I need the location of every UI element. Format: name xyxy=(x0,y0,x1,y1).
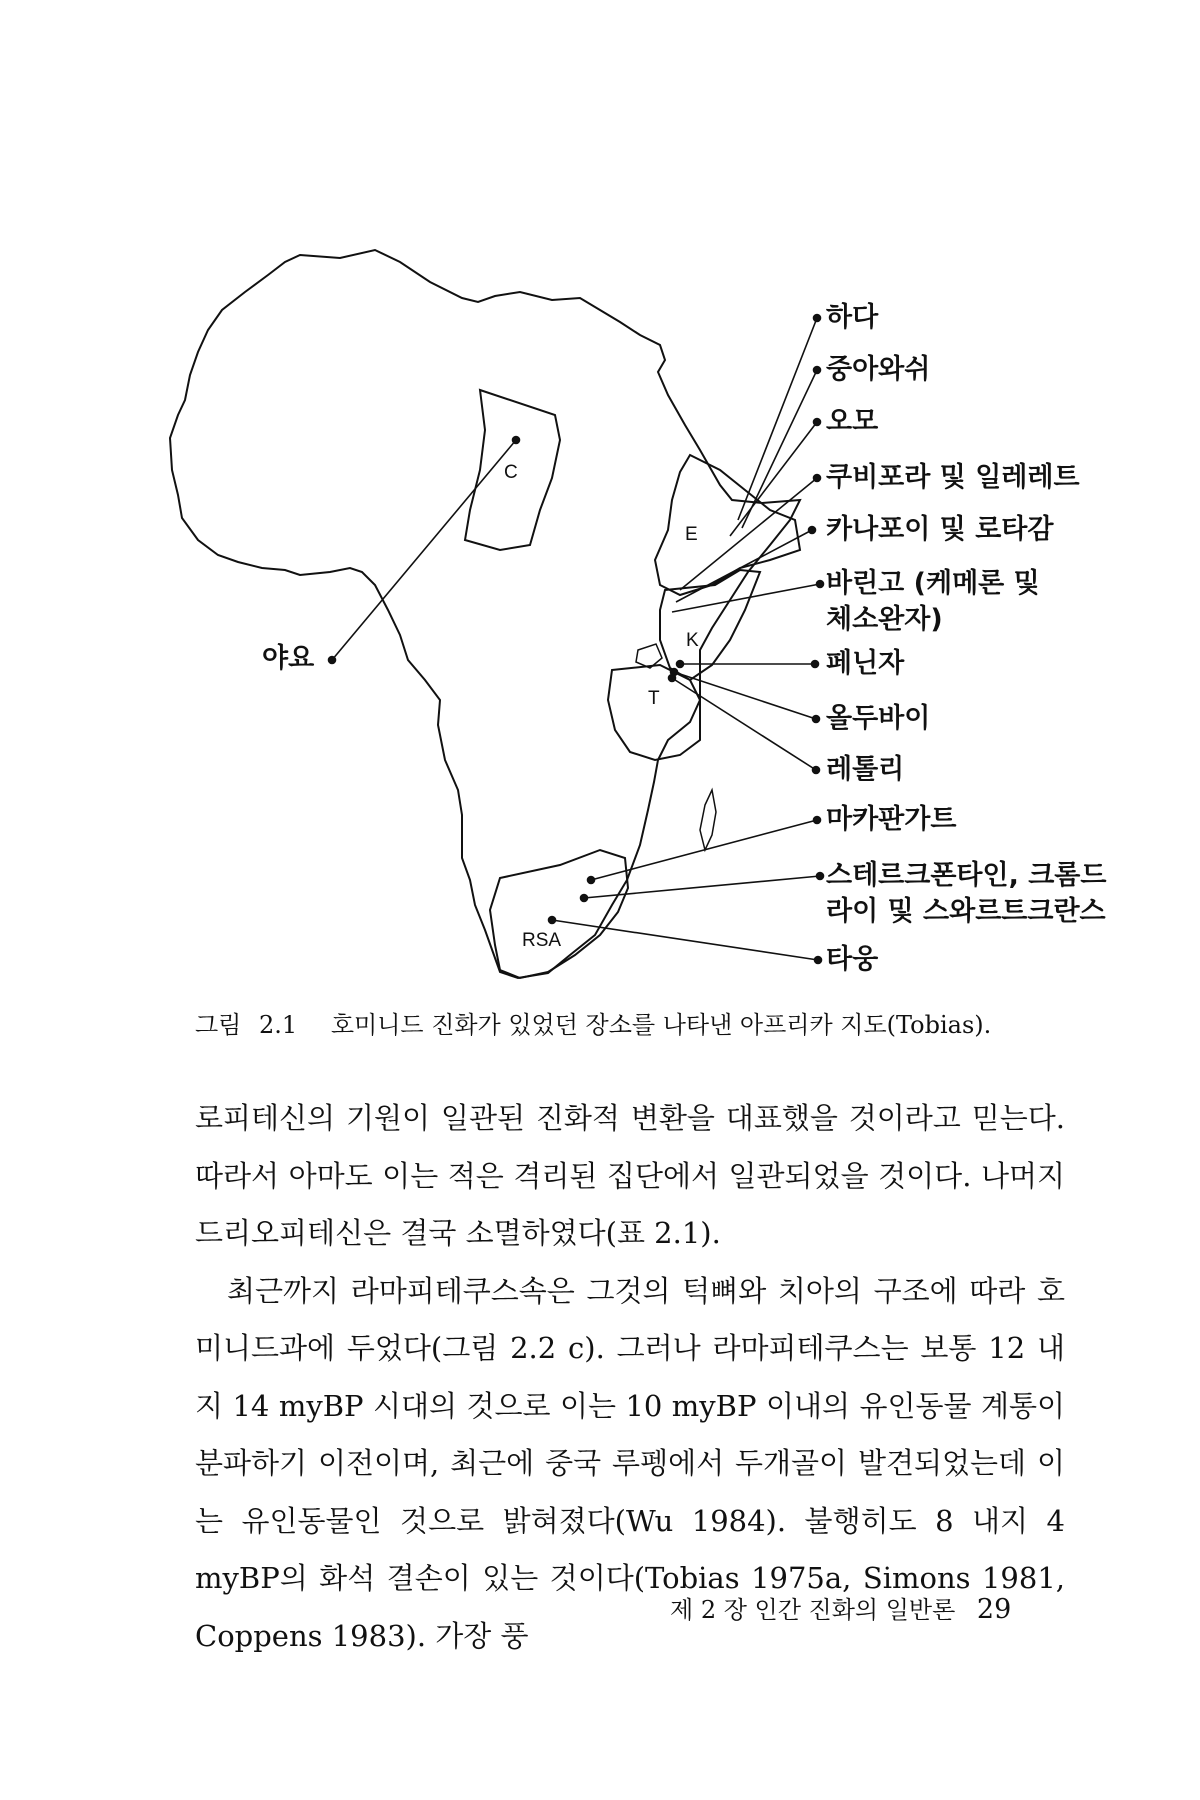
region-tanzania xyxy=(608,665,700,760)
leader-line xyxy=(552,920,818,960)
caption-text: 호미니드 진화가 있었던 장소를 나타낸 아프리카 지도(Tobias). xyxy=(330,1011,992,1039)
site-dot xyxy=(817,581,824,588)
site-dot xyxy=(813,767,820,774)
leader-lines xyxy=(329,315,824,964)
site-dot xyxy=(814,315,821,322)
region-label-c: C xyxy=(504,462,518,483)
site-dot xyxy=(814,817,821,824)
site-dot xyxy=(817,873,824,880)
paragraph: 로피테신의 기원이 일관된 진화적 변환을 대표했을 것이라고 믿는다. 따라서 아마도 이는 적은 격리된 집단에서 일관되었을 것이다. 나머지 드리오피테신은 결국 소멸하였다(표 2.1). xyxy=(195,1101,1065,1250)
page-number: 29 xyxy=(976,1594,1012,1625)
region-label-e: E xyxy=(685,524,698,545)
region-label-k: K xyxy=(686,630,699,651)
site-dot xyxy=(809,527,816,534)
site-dot xyxy=(812,661,819,668)
body-text xyxy=(195,1090,1065,1665)
site-label-middle-awash: 중아와쉬 xyxy=(826,354,931,385)
figure-caption xyxy=(195,1005,1095,1040)
leader-line xyxy=(730,422,817,536)
chapter-title: 제 2 장 인간 진화의 일반론 xyxy=(670,1596,956,1624)
leader-line xyxy=(672,678,816,770)
site-dot xyxy=(677,661,684,668)
region-label-rsa: RSA xyxy=(522,930,562,951)
madagascar-outline xyxy=(700,790,716,850)
caption-number: 2.1 xyxy=(259,1011,298,1039)
site-label-sterkfontein: 스테르크폰타인, 크롬드 xyxy=(826,860,1107,891)
leader-line xyxy=(591,820,817,880)
africa-outline xyxy=(170,250,800,978)
site-label-yayo: 야요 xyxy=(262,643,315,674)
site-label-hadar: 하다 xyxy=(826,302,879,333)
leader-line xyxy=(584,876,820,898)
caption-label: 그림 xyxy=(195,1011,242,1039)
site-label-koobi-fora: 쿠비포라 및 일레레트 xyxy=(826,462,1080,493)
site-label-taung: 타웅 xyxy=(826,944,879,975)
site-dot xyxy=(669,675,676,682)
site-dot xyxy=(814,475,821,482)
region-label-t: T xyxy=(648,688,660,709)
site-label-kanapoi: 카나포이 및 로타감 xyxy=(826,514,1054,545)
site-label-makapansgat: 마카판가트 xyxy=(826,804,957,835)
site-dot xyxy=(588,877,595,884)
site-label-baringo-cont: 체소완자) xyxy=(826,604,943,635)
site-dot xyxy=(329,657,336,664)
site-label-peninj: 페닌자 xyxy=(826,648,905,679)
site-label-omo: 오모 xyxy=(826,406,879,437)
leader-line xyxy=(738,318,817,520)
site-dot xyxy=(513,437,520,444)
site-dot xyxy=(814,419,821,426)
site-label-olduvai: 올두바이 xyxy=(826,703,931,734)
site-dot xyxy=(814,367,821,374)
leader-line xyxy=(332,440,516,660)
site-label-baringo: 바린고 (케메론 및 xyxy=(826,568,1040,599)
site-dot xyxy=(581,895,588,902)
site-label-laetoli: 레톨리 xyxy=(826,754,905,785)
site-label-sterkfontein-cont: 라이 및 스와르트크란스 xyxy=(826,896,1106,927)
site-dot xyxy=(549,917,556,924)
site-dot xyxy=(815,957,822,964)
site-dot xyxy=(813,716,820,723)
paragraph: 최근까지 라마피테쿠스속은 그것의 턱뼈와 치아의 구조에 따라 호미니드과에 두었다(그림 2.2 c). 그러나 라마피테쿠스는 보통 12 내지 14 myBP 시대의 것으로 이는 10 myBP 이내의 유인동물 계통이 분파하기 이전이며, 최근에 중국 루펭에서 두개골이 발견되었는데 이는 유인동물인 것으로 밝혀졌다(Wu 1984). 불행히도 8 내지 4 myBP의 화석 결손이 있는 것이다(Tobias 1975a, Simons 1981, Coppens 1983). 가장 풍 xyxy=(195,1273,1065,1653)
page-footer xyxy=(670,1590,1070,1625)
